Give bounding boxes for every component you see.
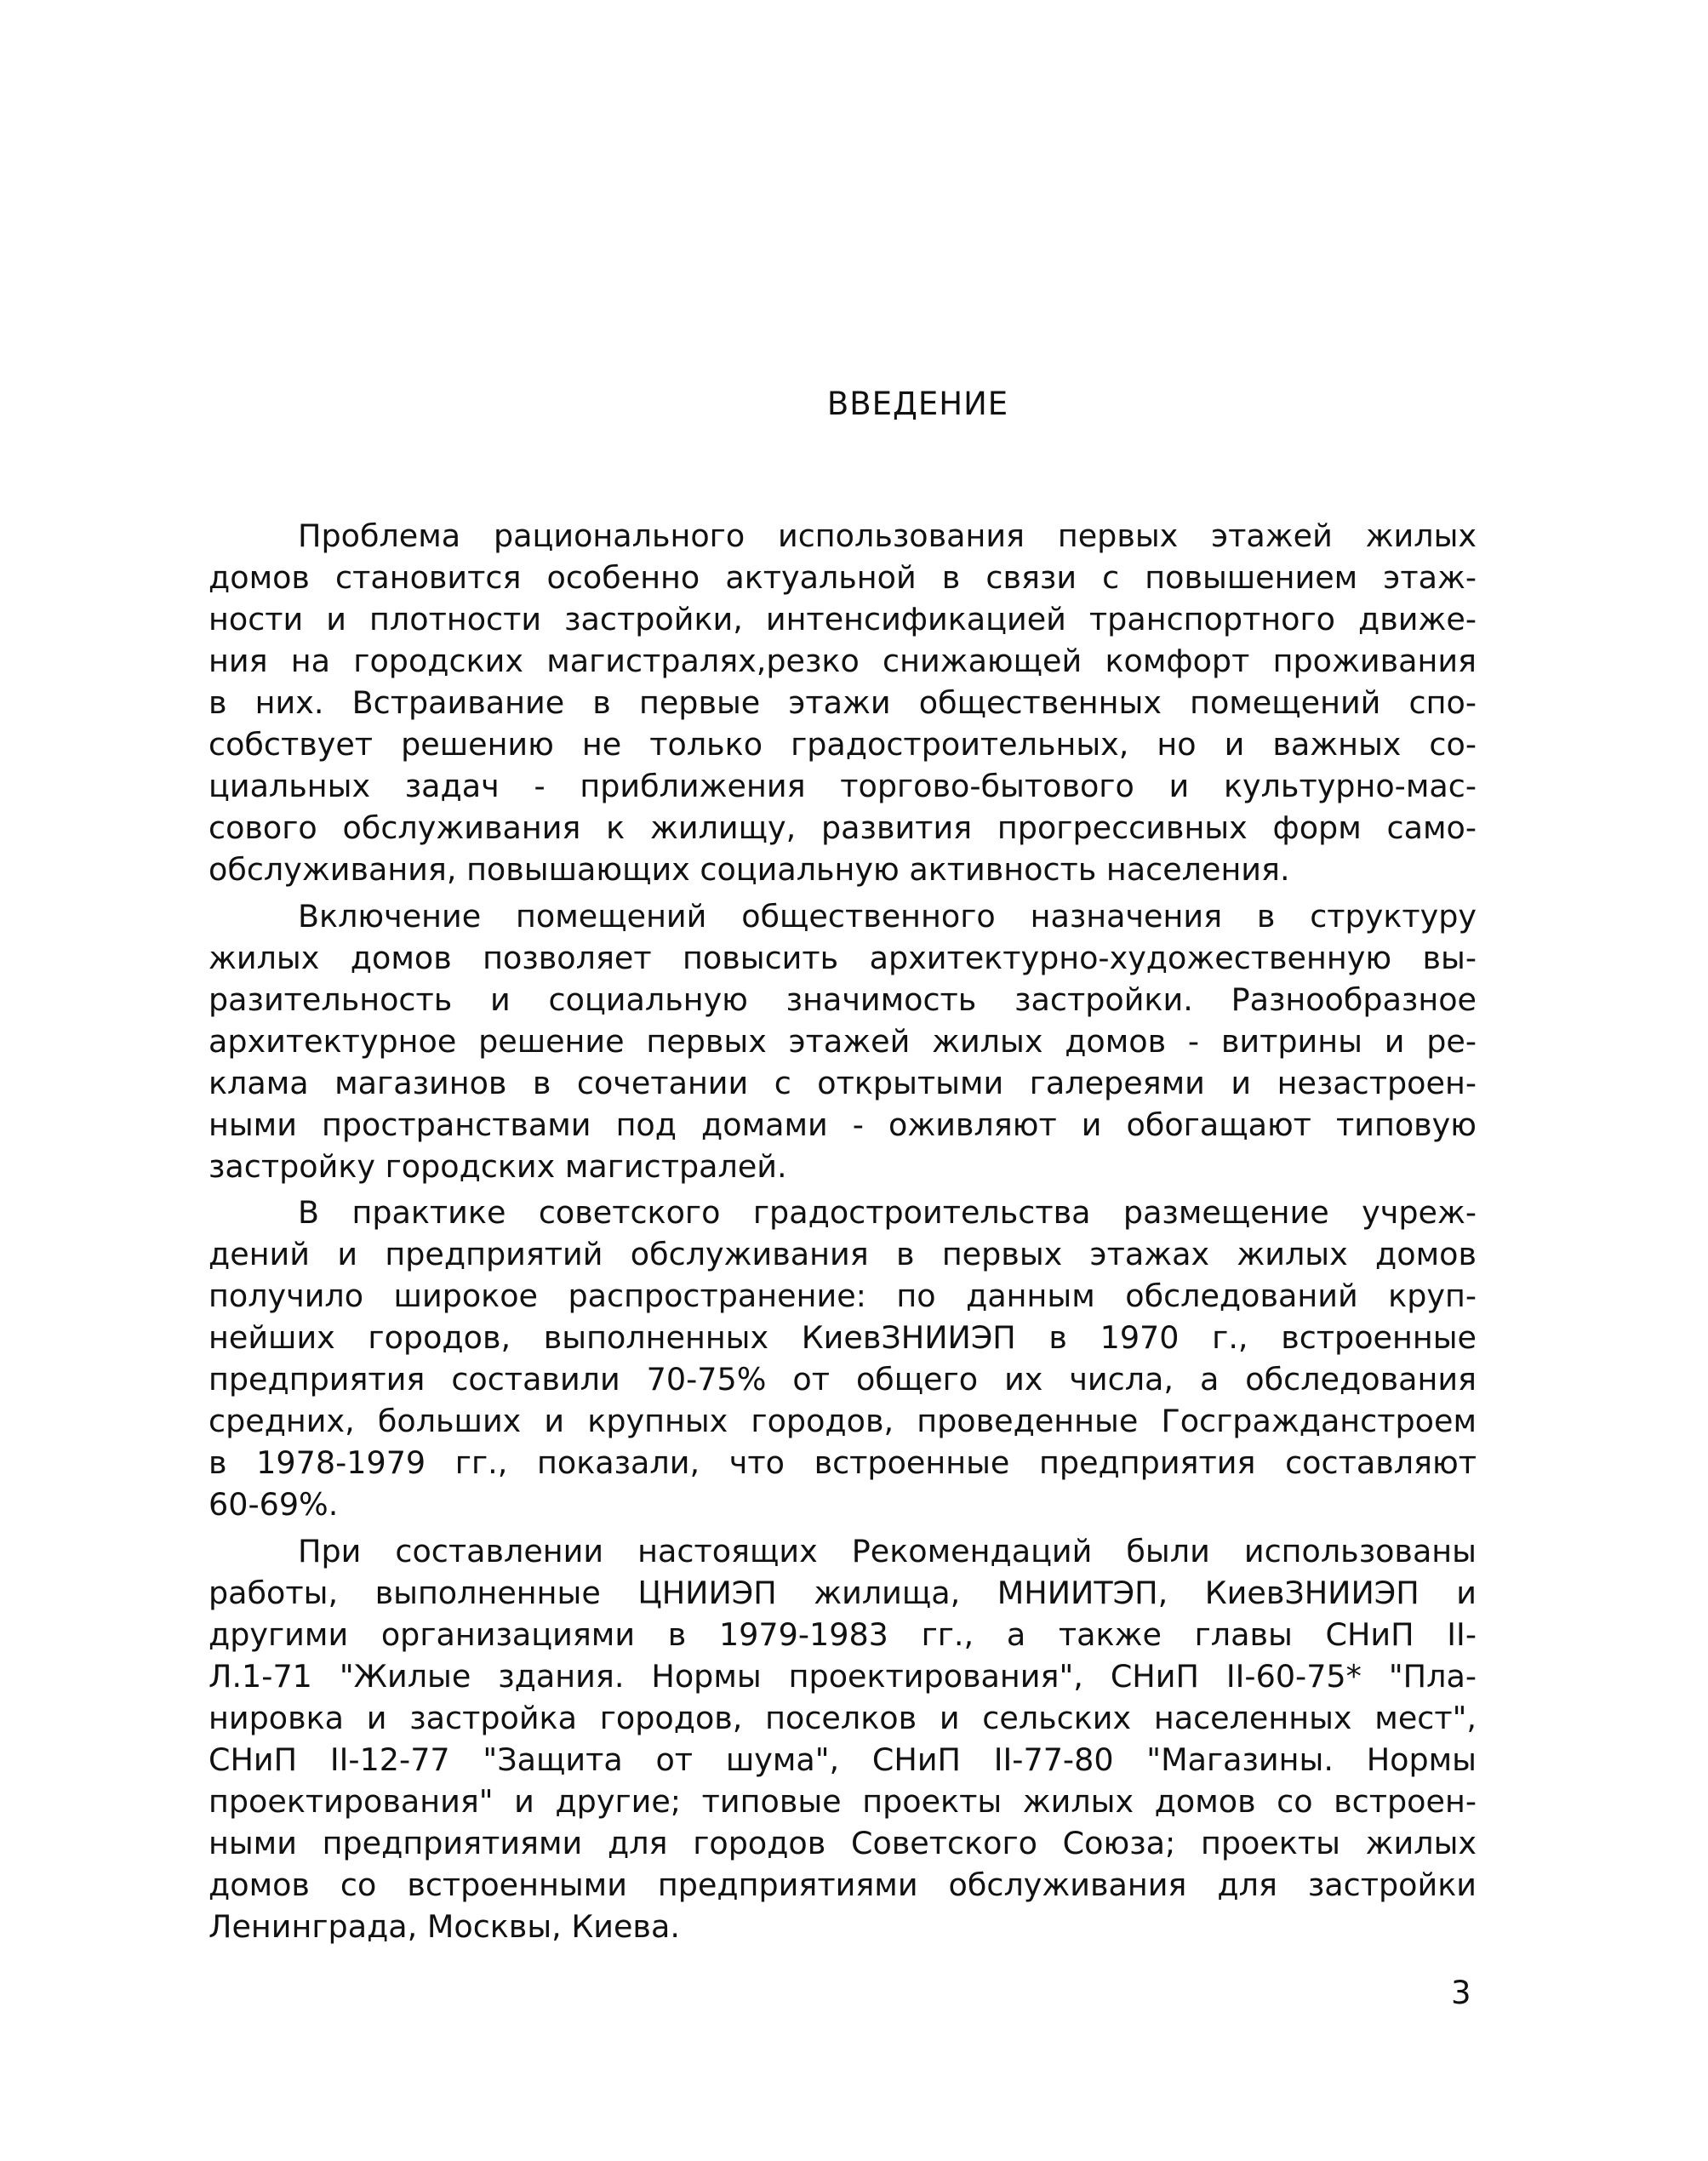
paragraph-1-line-1: Проблема рационального использования первых этажей жилых xyxy=(298,517,1477,554)
paragraph-2-line-2: жилых домов позволяет повысить архитектурно-художественную вы- xyxy=(209,940,1477,976)
paragraph-4-line-2: работы, выполненные ЦНИИЭП жилища, МНИИТЭП, КиевЗНИИЭП и xyxy=(209,1575,1477,1611)
paragraph-1-line-8: сового обслуживания к жилищу, развития прогрессивных форм само- xyxy=(209,809,1477,846)
paragraph-4-line-1: При составлении настоящих Рекомендаций были использованы xyxy=(298,1533,1477,1569)
paragraph-1-line-2: домов становится особенно актуальной в связи с повышением этаж- xyxy=(209,559,1477,596)
paragraph-2-line-5: клама магазинов в сочетании с открытыми галереями и незастроен- xyxy=(209,1065,1477,1101)
paragraph-1-line-3: ности и плотности застройки, интенсификацией транспортного движе- xyxy=(209,601,1477,637)
paragraph-4-line-9: домов со встроенными предприятиями обслуживания для застройки xyxy=(209,1867,1477,1903)
paragraph-2-line-3: разительность и социальную значимость застройки. Разнообразное xyxy=(209,981,1477,1018)
paragraph-3-line-5: предприятия составили 70-75% от общего их числа, а обследования xyxy=(209,1361,1477,1398)
paragraph-4-line-6: СНиП II-12-77 "Защита от шума", СНиП II-77-80 "Магазины. Нормы xyxy=(209,1741,1477,1778)
paragraph-1-line-6: собствует решению не только градостроительных, но и важных со- xyxy=(209,726,1477,763)
paragraph-4-line-8: ными предприятиями для городов Советского Союза; проекты жилых xyxy=(209,1825,1477,1861)
paragraph-3-line-6: средних, больших и крупных городов, проведенные Госгражданстроем xyxy=(209,1403,1477,1439)
paragraph-4-line-10: Ленинграда, Москвы, Киева. xyxy=(209,1908,680,1945)
paragraph-3-line-1: В практике советского градостроительства размещение учреж- xyxy=(298,1194,1477,1231)
paragraph-1-line-9: обслуживания, повышающих социальную активность населения. xyxy=(209,851,1290,888)
paragraph-1-line-4: ния на городских магистралях,резко снижающей комфорт проживания xyxy=(209,643,1477,679)
paragraph-4-line-4: Л.1-71 "Жилые здания. Нормы проектирования", СНиП II-60-75* "Пла- xyxy=(209,1658,1477,1695)
paragraph-3-line-4: нейших городов, выполненных КиевЗНИИЭП в 1970 г., встроенные xyxy=(209,1319,1477,1356)
paragraph-4-line-5: нировка и застройка городов, поселков и сельских населенных мест", xyxy=(209,1700,1477,1736)
paragraph-1-line-5: в них. Встраивание в первые этажи общественных помещений спо- xyxy=(209,684,1477,721)
paragraph-3-line-2: дений и предприятий обслуживания в первых этажах жилых домов xyxy=(209,1236,1477,1272)
section-heading: ВВЕДЕНИЕ xyxy=(826,386,1009,422)
paragraph-2-line-1: Включение помещений общественного назначения в структуру xyxy=(298,898,1477,935)
page-number: 3 xyxy=(1451,1975,1471,2011)
paragraph-3-line-7: в 1978-1979 гг., показали, что встроенные предприятия составляют xyxy=(209,1444,1477,1481)
paragraph-4-line-3: другими организациями в 1979-1983 гг., а также главы СНиП II- xyxy=(209,1616,1477,1653)
paragraph-4-line-7: проектирования" и другие; типовые проекты жилых домов со встроен- xyxy=(209,1783,1477,1820)
paragraph-1-line-7: циальных задач - приближения торгово-бытового и культурно-мас- xyxy=(209,768,1477,804)
paragraph-2-line-7: застройку городских магистралей. xyxy=(209,1148,787,1185)
paragraph-2-line-6: ными пространствами под домами - оживляют и обогащают типовую xyxy=(209,1106,1477,1143)
paragraph-2-line-4: архитектурное решение первых этажей жилых домов - витрины и ре- xyxy=(209,1023,1477,1060)
paragraph-3-line-8: 60-69%. xyxy=(209,1486,339,1523)
paragraph-3-line-3: получило широкое распространение: по данным обследований круп- xyxy=(209,1278,1477,1314)
